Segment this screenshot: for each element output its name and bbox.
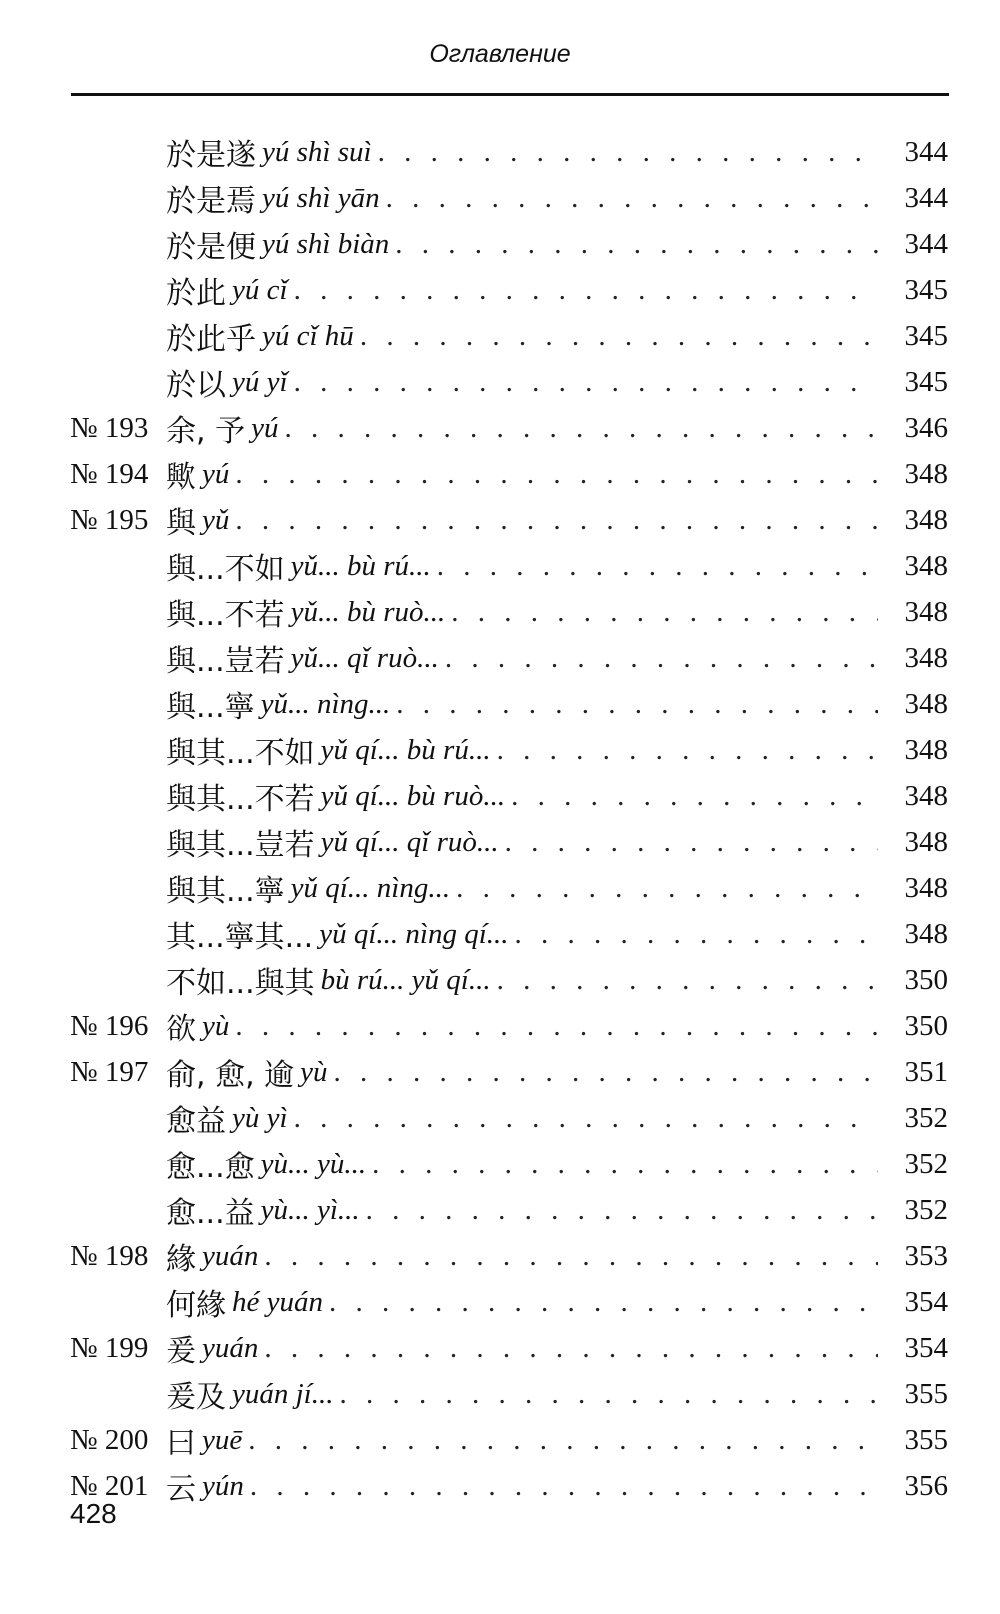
entry-pinyin: yú shì yān [262,181,380,214]
toc-entry [70,727,948,773]
dot-leader [235,1010,878,1043]
entry-page: 344 [904,181,948,214]
dot-leader [386,182,878,215]
entry-pinyin: yǔ qí... nìng... [290,871,451,904]
entry-title [166,1464,948,1508]
entry-hanzi: 愈...益 [166,1196,255,1231]
entry-pinyin: yù... yì... [260,1193,360,1226]
entry-title [166,130,948,174]
entry-pinyin: yù yì [232,1101,288,1134]
entry-page: 345 [904,319,948,352]
toc-entry [70,1141,948,1187]
dot-leader [329,1286,878,1319]
entry-pinyin: bù rú... yǔ qí... [320,963,491,996]
entry-title [166,1188,948,1232]
entry-number: № 201 [70,1469,149,1502]
entry-page: 350 [904,1009,948,1042]
entry-pinyin: yuē [202,1423,243,1456]
entry-title [166,176,948,220]
dot-leader [294,274,878,307]
dot-leader [334,1056,878,1089]
entry-hanzi: 曰 [166,1426,196,1461]
toc-entry [70,819,948,865]
dot-leader [505,826,878,859]
entry-pinyin: yú cǐ hū [262,319,354,352]
entry-page: 344 [904,135,948,168]
toc-entry [70,1095,948,1141]
entry-page: 348 [904,641,948,674]
dot-leader [284,412,878,445]
entry-page: 350 [904,963,948,996]
toc-entry [70,405,948,451]
entry-hanzi: 不如...與其 [166,966,315,1001]
dot-leader [366,1194,878,1227]
dot-leader [264,1332,878,1365]
entry-pinyin: yú yǐ [232,365,288,398]
dot-leader [511,780,878,813]
entry-hanzi: 歟 [166,460,196,495]
entry-hanzi: 爰及 [166,1380,226,1415]
dot-leader [372,1148,878,1181]
entry-page: 354 [904,1331,948,1364]
entry-number: № 197 [70,1055,149,1088]
entry-pinyin: yǔ... bù rú... [290,549,431,582]
entry-page: 346 [904,411,948,444]
entry-hanzi: 爰 [166,1334,196,1369]
entry-pinyin: yuán jí... [232,1377,334,1410]
toc-entry [70,1417,948,1463]
entry-title [166,268,948,312]
entry-page: 348 [904,917,948,950]
entry-hanzi: 與 [166,506,196,541]
dot-leader [294,1102,878,1135]
entry-hanzi: 與其...寧 [166,874,285,909]
entry-page: 348 [904,503,948,536]
dot-leader [396,688,878,721]
toc-entry [70,1463,948,1509]
toc-entry [70,129,948,175]
dot-leader [248,1424,878,1457]
entry-title [166,1004,948,1048]
entry-number: № 193 [70,411,149,444]
header-rule [71,93,949,96]
entry-title [166,1418,948,1462]
toc-entry [70,267,948,313]
entry-pinyin: yún [202,1469,244,1502]
entry-page: 345 [904,365,948,398]
toc-entry [70,1187,948,1233]
entry-pinyin: yǔ qí... bù ruò... [320,779,506,812]
entry-pinyin: yǔ [202,503,230,536]
entry-page: 348 [904,595,948,628]
dot-leader [250,1470,878,1503]
entry-number: № 194 [70,457,149,490]
entry-number: № 200 [70,1423,149,1456]
toc-entry [70,911,948,957]
toc-entry [70,543,948,589]
entry-hanzi: 與...寧 [166,690,255,725]
entry-title [166,866,948,910]
entry-title [166,544,948,588]
entry-hanzi: 於此 [166,276,226,311]
entry-title [166,958,948,1002]
toc-entry [70,497,948,543]
entry-page: 348 [904,549,948,582]
entry-pinyin: yuán [202,1331,259,1364]
entry-pinyin: yù [300,1055,328,1088]
entry-hanzi: 愈益 [166,1104,226,1139]
dot-leader [515,918,878,951]
entry-page: 352 [904,1101,948,1134]
entry-page: 355 [904,1377,948,1410]
dot-leader [437,550,878,583]
entry-page: 354 [904,1285,948,1318]
entry-pinyin: yú shì suì [262,135,372,168]
toc-entry [70,1233,948,1279]
entry-hanzi: 欲 [166,1012,196,1047]
dot-leader [395,228,878,261]
entry-hanzi: 緣 [166,1242,196,1277]
entry-page: 353 [904,1239,948,1272]
entry-hanzi: 與其...不若 [166,782,315,817]
entry-title [166,1142,948,1186]
entry-hanzi: 與...不如 [166,552,285,587]
entry-title [166,498,948,542]
entry-page: 352 [904,1147,948,1180]
entry-hanzi: 與...豈若 [166,644,285,679]
entry-number: № 196 [70,1009,149,1042]
entry-page: 348 [904,733,948,766]
entry-title [166,1326,948,1370]
entry-title [166,1050,948,1094]
entry-hanzi: 於是焉 [166,184,256,219]
entry-pinyin: hé yuán [232,1285,323,1318]
toc-entry [70,313,948,359]
entry-title [166,682,948,726]
dot-leader [340,1378,879,1411]
entry-pinyin: yǔ qí... bù rú... [320,733,491,766]
entry-page: 355 [904,1423,948,1456]
entry-title [166,728,948,772]
entry-hanzi: 於此乎 [166,322,256,357]
entry-page: 348 [904,687,948,720]
entry-page: 352 [904,1193,948,1226]
toc-entry [70,1279,948,1325]
entry-hanzi: 俞, 愈, 逾 [166,1058,295,1093]
entry-hanzi: 與...不若 [166,598,285,633]
entry-pinyin: yù [202,1009,230,1042]
entry-title [166,1280,948,1324]
dot-leader [360,320,878,353]
entry-page: 348 [904,457,948,490]
entry-pinyin: yǔ qí... qǐ ruò... [320,825,499,858]
entry-title [166,774,948,818]
entry-title [166,314,948,358]
entry-title [166,1234,948,1278]
entry-title [166,912,948,956]
toc-entry [70,635,948,681]
entry-pinyin: yǔ... nìng... [260,687,391,720]
entry-page: 345 [904,273,948,306]
toc-entry [70,221,948,267]
toc-entry [70,681,948,727]
entry-hanzi: 余, 予 [166,414,246,449]
toc-entry [70,1325,948,1371]
toc-entry [70,1003,948,1049]
entry-pinyin: yú shì biàn [262,227,390,260]
entry-hanzi: 其...寧其... [166,920,314,955]
dot-leader [378,136,878,169]
entry-pinyin: yú cǐ [232,273,288,306]
entry-pinyin: yú [202,457,230,490]
entry-page: 344 [904,227,948,260]
entry-hanzi: 於是便 [166,230,256,265]
entry-title [166,636,948,680]
dot-leader [456,872,878,905]
entry-pinyin: yǔ... qǐ ruò... [290,641,439,674]
dot-leader [497,964,878,997]
entry-title [166,1096,948,1140]
toc-entry [70,1371,948,1417]
entry-title [166,590,948,634]
entry-pinyin: yǔ... bù ruò... [290,595,446,628]
toc-entry [70,175,948,221]
toc-entry [70,589,948,635]
entry-hanzi: 與其...不如 [166,736,315,771]
entry-page: 348 [904,825,948,858]
entry-pinyin: yǔ qí... nìng qí... [319,917,509,950]
entry-title [166,360,948,404]
entry-page: 348 [904,871,948,904]
dot-leader [294,366,878,399]
entry-hanzi: 與其...豈若 [166,828,315,863]
entry-title [166,222,948,266]
entry-hanzi: 云 [166,1472,196,1507]
dot-leader [235,504,878,537]
entry-page: 348 [904,779,948,812]
entry-pinyin: yú [251,411,279,444]
entry-page: 351 [904,1055,948,1088]
table-of-contents [70,129,948,1509]
entry-hanzi: 何緣 [166,1288,226,1323]
entry-title [166,406,948,450]
entry-number: № 198 [70,1239,149,1272]
entry-hanzi: 於以 [166,368,226,403]
entry-pinyin: yù... yù... [260,1147,367,1180]
page-number: 428 [70,1498,117,1529]
toc-entry [70,773,948,819]
running-head: Оглавление [429,40,571,68]
entry-hanzi: 於是遂 [166,138,256,173]
entry-hanzi: 愈...愈 [166,1150,255,1185]
toc-entry [70,451,948,497]
toc-entry [70,1049,948,1095]
toc-entry [70,865,948,911]
toc-entry [70,957,948,1003]
dot-leader [235,458,878,491]
entry-pinyin: yuán [202,1239,259,1272]
dot-leader [451,596,878,629]
dot-leader [264,1240,878,1273]
entry-title [166,1372,948,1416]
entry-number: № 195 [70,503,149,536]
entry-title [166,820,948,864]
toc-entry [70,359,948,405]
dot-leader [445,642,878,675]
entry-number: № 199 [70,1331,149,1364]
entry-page: 356 [904,1469,948,1502]
entry-title [166,452,948,496]
dot-leader [497,734,878,767]
